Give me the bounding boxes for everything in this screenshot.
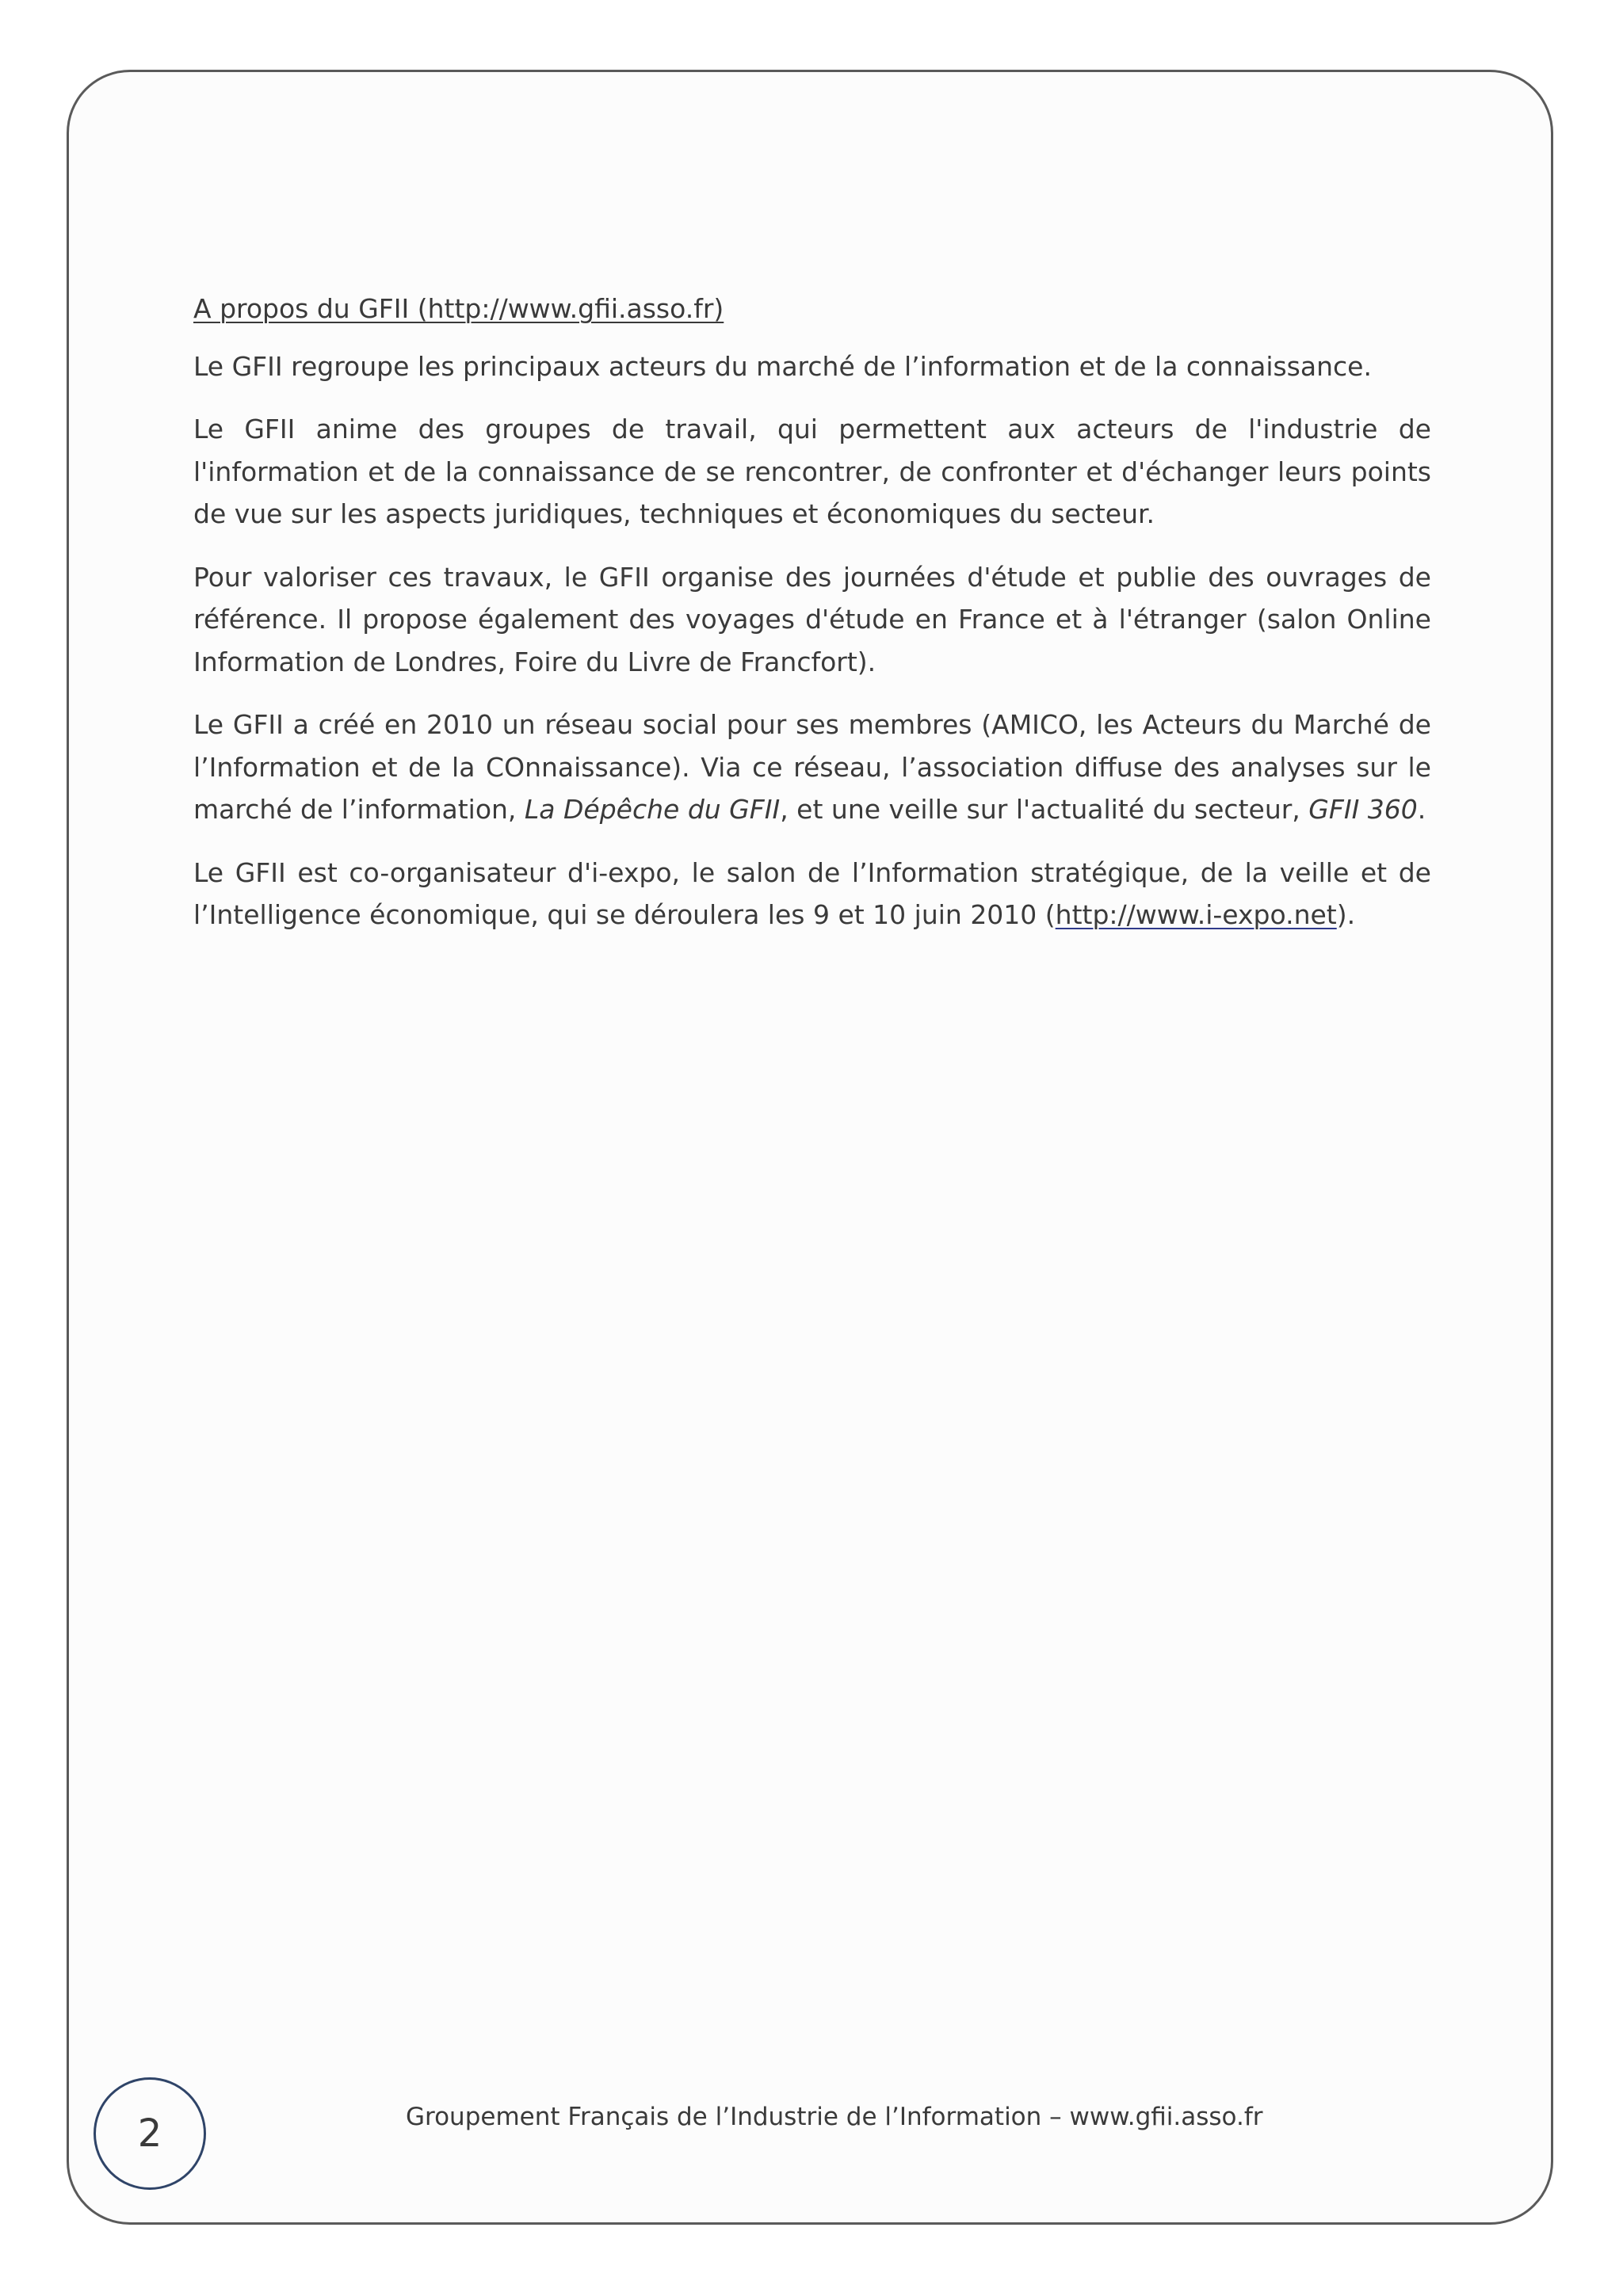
- paragraph-5-text-a: Le GFII est co-organisateur d'i-expo, le salon de l’Information stratégique, de la veille et de l’Intelligence économique, qui se déroulera les 9 et 10 juin 2010 (: [193, 856, 1431, 931]
- paragraph-4-text-a: Le GFII a créé en 2010 un réseau social pour ses membres (AMICO, les Acteurs du Marché de l’Information et de la COnnaissance). Via ce réseau, l’association diffuse des analyses sur le marché de l’information,: [193, 709, 1431, 826]
- paragraph-5: [193, 852, 1431, 936]
- depeche-title: La Dépêche du GFII: [524, 794, 781, 826]
- paragraph-3: Pour valoriser ces travaux, le GFII organise des journées d'étude et publie des ouvrages de référence. Il propose également des voyages d'étude en France et à l'étranger (salon Online Information de Londres, Foire du Livre de Francfort).: [193, 561, 1431, 677]
- gfii-360-title: GFII 360: [1308, 794, 1418, 826]
- footer-text: Groupement Français de l’Industrie de l’Information – www.gfii.asso.fr: [406, 2103, 1263, 2131]
- paragraph-2: Le GFII anime des groupes de travail, qui permettent aux acteurs de l'industrie de l'information et de la connaissance de se rencontrer, de confronter et d'échanger leurs points de vue sur les aspects juridiques, techniques et économiques du secteur.: [193, 414, 1431, 530]
- paragraph-4-text-b: , et une veille sur l'actualité du secteur,: [780, 794, 1309, 826]
- paragraph-4-text-c: .: [1417, 794, 1426, 826]
- page-number-badge: [94, 2077, 206, 2190]
- page-number: 2: [137, 2111, 162, 2156]
- paragraph-5-text-b: ).: [1336, 899, 1356, 931]
- i-expo-link[interactable]: http://www.i-expo.net: [1055, 899, 1337, 931]
- paragraph-1: Le GFII regroupe les principaux acteurs du marché de l’information et de la connaissance.: [193, 350, 1372, 382]
- section-heading: A propos du GFII (http://www.gfii.asso.fr): [193, 293, 724, 324]
- paragraph-4: [193, 704, 1431, 831]
- document-body: [193, 293, 1431, 957]
